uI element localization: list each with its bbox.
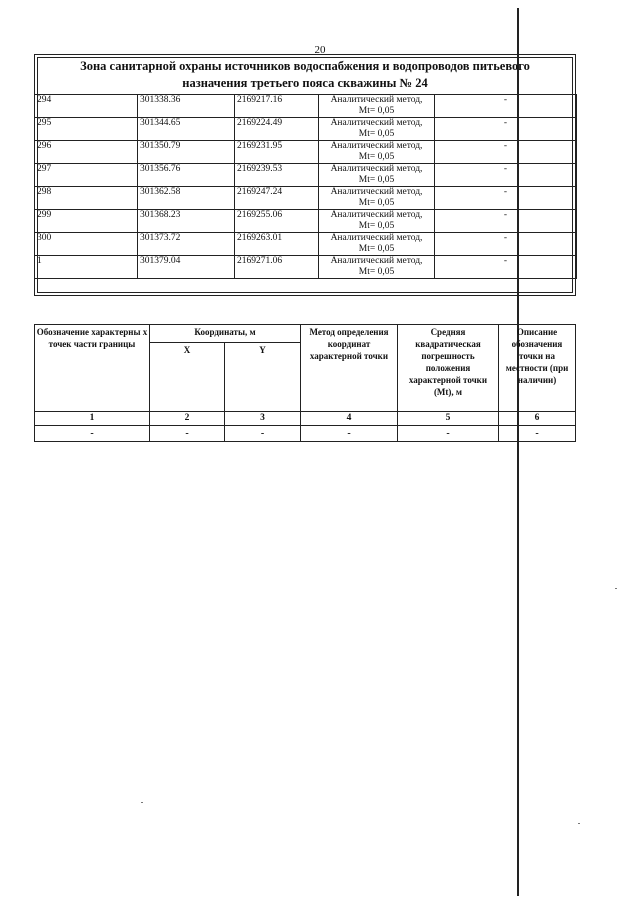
column-number: 4 [301,412,398,426]
point-method-line-1: Аналитический метод, [330,95,423,105]
header-y: Y [225,343,301,412]
point-x: 301338.36 [138,95,235,118]
boundary-points-table [34,94,577,279]
point-id: 298 [35,187,138,210]
point-method-line-1: Аналитический метод, [330,210,423,220]
point-id: 296 [35,141,138,164]
point-description: - [435,256,577,279]
section-title [37,58,573,92]
point-description: - [435,187,577,210]
point-row [35,210,577,233]
point-method [319,210,435,233]
header-error: Средняя квадратическая погрешность положения характерной точки (Mt), м [398,325,499,412]
header-method: Метод определения координат характерной точки [301,325,398,412]
empty-value-cell: - [499,426,576,442]
point-method-line-2: Mt= 0,05 [358,267,395,277]
point-row [35,187,577,210]
point-method-line-1: Аналитический метод, [330,118,423,128]
empty-value-cell: - [225,426,301,442]
point-x: 301368.23 [138,210,235,233]
page-number: 20 [314,44,326,56]
point-method-line-1: Аналитический метод, [330,256,423,266]
empty-value-cell: - [35,426,150,442]
characteristic-points-table [34,324,576,442]
point-method-line-1: Аналитический метод, [330,141,423,151]
point-method-line-2: Mt= 0,05 [358,244,395,254]
point-row [35,233,577,256]
scan-speck [615,588,617,589]
point-description: - [435,118,577,141]
point-x: 301350.79 [138,141,235,164]
point-y: 2169239.53 [235,164,319,187]
point-x: 301373.72 [138,233,235,256]
point-method-line-1: Аналитический метод, [330,187,423,197]
empty-value-cell: - [398,426,499,442]
point-method [319,118,435,141]
point-method [319,164,435,187]
point-x: 301362.58 [138,187,235,210]
point-description: - [435,233,577,256]
column-number: 6 [499,412,576,426]
point-y: 2169217.16 [235,95,319,118]
point-row [35,164,577,187]
point-method [319,141,435,164]
scan-speck [141,802,143,803]
point-id: 299 [35,210,138,233]
empty-value-cell: - [150,426,225,442]
point-method [319,95,435,118]
point-row [35,95,577,118]
point-description: - [435,141,577,164]
column-number: 2 [150,412,225,426]
empty-value-cell: - [301,426,398,442]
point-x: 301356.76 [138,164,235,187]
point-row [35,141,577,164]
section-title-line-1: Зона санитарной охраны источников водоспабжения и водопроводов питьевого [80,59,530,73]
point-method [319,233,435,256]
point-x: 301379.04 [138,256,235,279]
point-method [319,187,435,210]
column-number: 3 [225,412,301,426]
point-id: 294 [35,95,138,118]
point-method-line-1: Аналитический метод, [330,164,423,174]
point-method-line-2: Mt= 0,05 [358,221,395,231]
point-y: 2169263.01 [235,233,319,256]
point-id: 295 [35,118,138,141]
point-y: 2169271.06 [235,256,319,279]
point-row [35,118,577,141]
point-description: - [435,164,577,187]
point-description: - [435,210,577,233]
column-number: 5 [398,412,499,426]
point-y: 2169224.49 [235,118,319,141]
column-number: 1 [35,412,150,426]
point-method-line-2: Mt= 0,05 [358,129,395,139]
point-id: 297 [35,164,138,187]
point-description: - [435,95,577,118]
point-y: 2169247.24 [235,187,319,210]
header-coordinates: Координаты, м [150,325,301,343]
point-x: 301344.65 [138,118,235,141]
point-id: 300 [35,233,138,256]
section-title-line-2: назначения третьего пояса скважины № 24 [182,76,428,90]
point-method-line-2: Mt= 0,05 [358,175,395,185]
header-designation: Обозначение характерны х точек части границы [35,325,150,412]
point-method-line-2: Mt= 0,05 [358,152,395,162]
point-method-line-2: Mt= 0,05 [358,106,395,116]
point-id: 1 [35,256,138,279]
point-row [35,256,577,279]
header-x: X [150,343,225,412]
header-description: Описание обозначения точки на местности (при наличии) [499,325,576,412]
point-method-line-1: Аналитический метод, [330,233,423,243]
point-y: 2169255.06 [235,210,319,233]
scan-speck [578,823,580,824]
point-method-line-2: Mt= 0,05 [358,198,395,208]
point-method [319,256,435,279]
point-y: 2169231.95 [235,141,319,164]
